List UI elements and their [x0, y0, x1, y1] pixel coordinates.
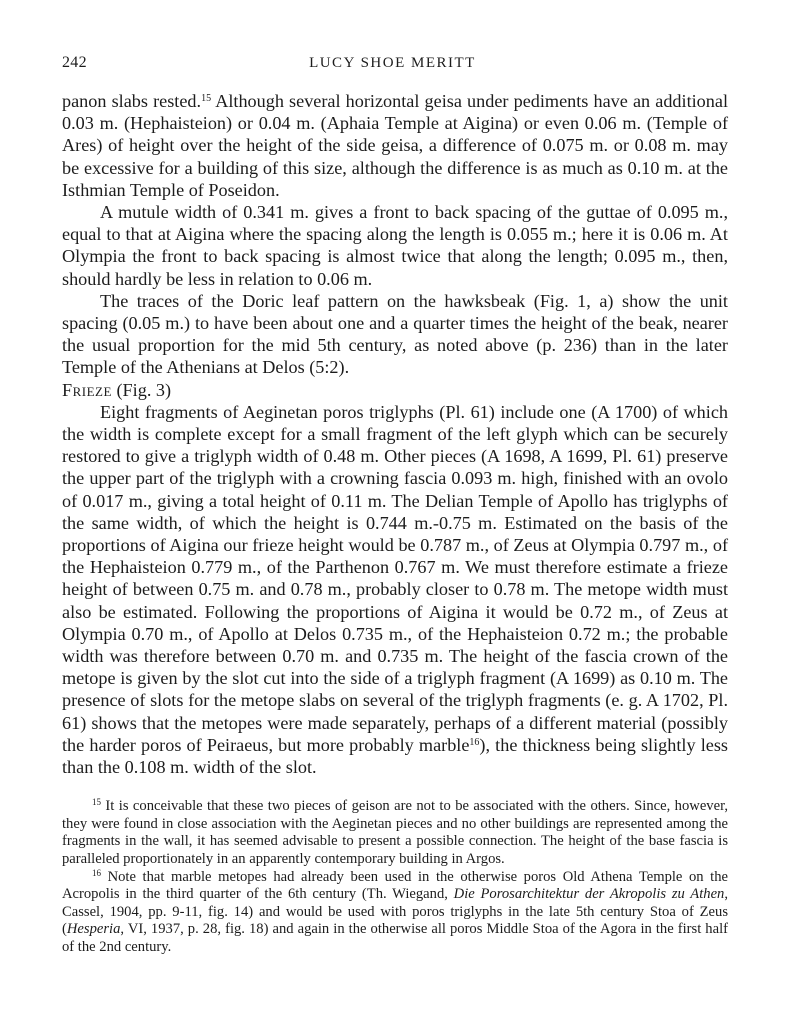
footnote-ref-15: 15	[201, 93, 212, 104]
paragraph-1	[62, 90, 728, 201]
running-title: LUCY SHOE MERITT	[309, 55, 476, 71]
running-header	[62, 54, 728, 76]
paragraph-1-start: panon slabs rested.	[62, 91, 202, 111]
footnotes	[62, 798, 728, 956]
paragraph-1-rest: Although several horizontal geisa under pediments have an additional 0.03 m. (Hephaisteion) or 0.04 m. (Aphaia Temple at Aigina) or even 0.06 m. (Temple of Ares) of height over the height of the side geisa, a difference of 0.075 m. or 0.08 m. may be excessive for a building of this size, although the difference is as much as 0.10 m. at the Isthmian Temple of Poseidon.	[62, 91, 729, 200]
paragraph-4	[62, 401, 728, 778]
footnote-15-text: It is conceivable that these two pieces of geison are not to be associated with the others. Since, however, they were found in close association with the Aeginetan pieces and no other buildings are represented among the fragments in the wall, it has seemed advisable to present a possible connection. The height of the base fascia is paralleled proportionately in an apparently contemporary building in Argos.	[62, 798, 728, 867]
footnote-16-number: 16	[92, 867, 101, 878]
footnote-16-text-b: , Cassel, 1904, pp. 9-11, fig. 14) and would be used with poros triglyphs in the late 5th century Stoa of Zeus (	[62, 886, 729, 938]
footnote-16-text-c: , VI, 1937, p. 28, fig. 18) and again in the otherwise all poros Middle Stoa of the Agora in the first half of the 2nd century.	[62, 921, 728, 955]
citation-title-hesperia: Hesperia	[66, 921, 121, 938]
body-text	[62, 90, 728, 778]
page-number: 242	[62, 54, 87, 71]
footnote-16-text-a: Note that marble metopes had already been used in the otherwise poros Old Athena Temple on the Acropolis in the third quarter of the 6th century (Th. Wiegand,	[62, 868, 728, 903]
section-title: Frieze	[62, 379, 112, 400]
paragraph-4-start: Eight fragments of Aeginetan poros triglyphs (Pl. 61) include one (A 1700) of which the width is complete except for a small fragment of the left glyph which can be securely restored to give a triglyph width of 0.48 m. Other pieces (A 1698, A 1699, Pl. 61) preserve the upper part of the triglyph with a crowning fascia 0.093 m. high, finished with an ovolo of 0.017 m., giving a total height of 0.11 m. The Delian Temple of Apollo has triglyphs of the same width, of which the height is 0.744 m.-0.75 m. Estimated on the basis of the proportions of Aigina our frieze height would be 0.787 m., of Zeus at Olympia 0.797 m., of the Hephaisteion 0.779 m., of the Parthenon 0.767 m. We must therefore estimate a frieze height of between 0.75 m. and 0.78 m., probably closer to 0.78 m. The metope width must also be estimated. Following the proportions of Aigina it would be 0.72 m., of Zeus at Olympia 0.70 m., of Apollo at Delos 0.735 m., of the Hephaisteion 0.72 m.; the probable width was therefore between 0.70 m. and 0.735 m. The height of the fascia crown of the metope is given by the slot cut into the side of a triglyph fragment (A 1699) as 0.10 m. The presence of slots for the metope slabs on several of the triglyph fragments (e. g. A 1702, Pl. 61) shows that the metopes were made separately, perhaps of a different material (possibly the harder poros of Peiraeus, but more probably marble	[62, 401, 728, 755]
citation-title-wiegand: Die Porosarchitektur der Akropolis zu Athen	[453, 886, 725, 903]
footnote-ref-16: 16	[469, 736, 480, 748]
paragraph-4-end: ), the thickness being slightly less than the 0.108 m. width of the slot.	[62, 734, 728, 778]
footnote-15-number: 15	[92, 797, 101, 808]
paragraph-3: The traces of the Doric leaf pattern on the hawksbeak (Fig. 1, a) show the unit spacing (0.05 m.) to have been about one and a quarter times the height of the beak, nearer the usual proportion for the mid 5th century, as noted above (p. 236) than in the later Temple of the Athenians at Delos (5:2).	[62, 290, 728, 378]
footnote-15	[62, 798, 728, 868]
section-figure-ref: (Fig. 3)	[111, 379, 172, 400]
page	[62, 54, 728, 957]
footnote-16	[62, 869, 728, 956]
paragraph-2: A mutule width of 0.341 m. gives a front to back spacing of the guttae of 0.095 m., equal to that at Aigina where the spacing along the length is 0.055 m.; here it is 0.06 m. At Olympia the front to back spacing is almost twice that along the length; 0.095 m., then, should hardly be less in relation to 0.06 m.	[62, 202, 728, 289]
section-heading	[62, 379, 728, 401]
